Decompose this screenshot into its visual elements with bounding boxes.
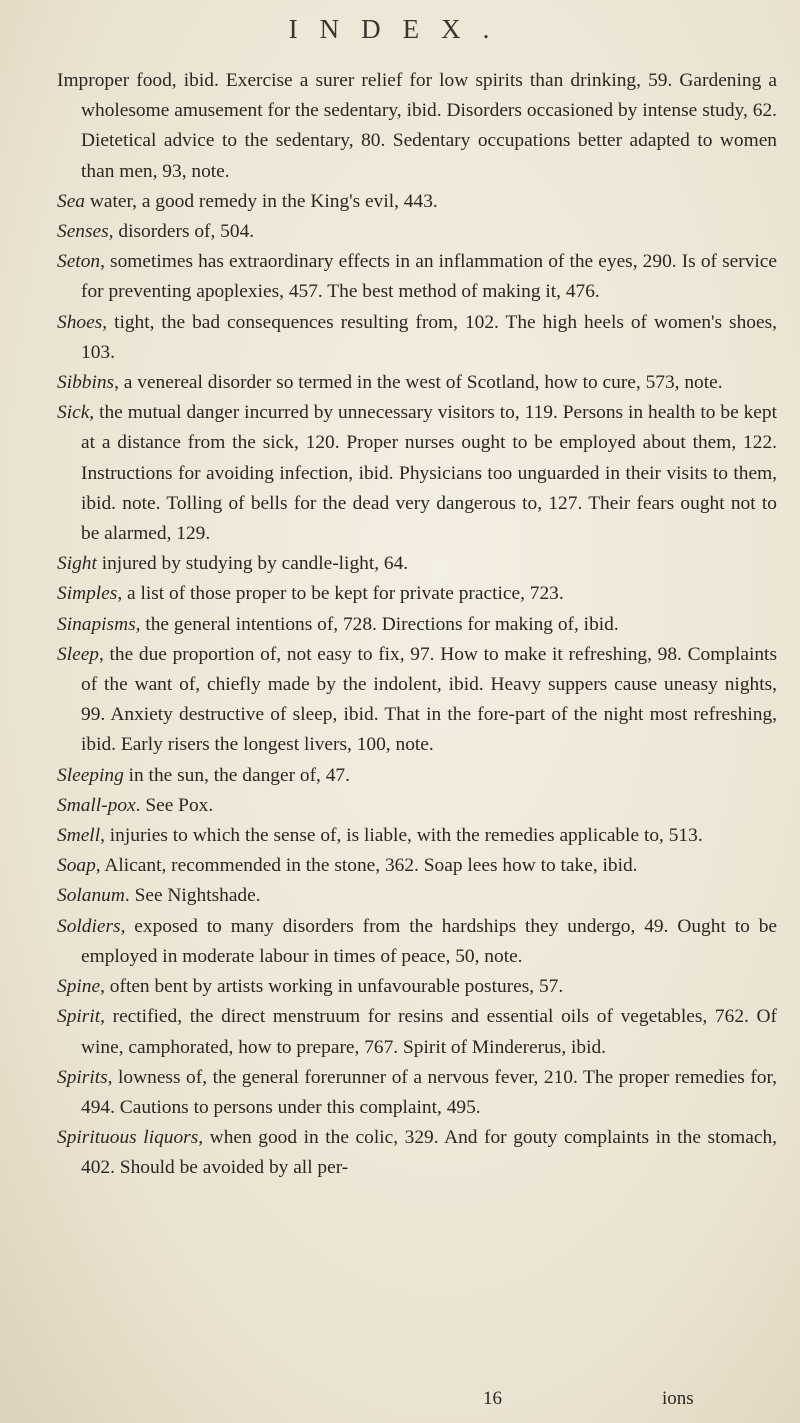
entry-text: , when good in the colic, 329. And for gouty complaints in the stomach, 402. Should be avoided by all per- [81, 1127, 777, 1179]
index-entry [57, 791, 777, 821]
entry-text: water, a good remedy in the King's evil, 443. [85, 190, 438, 212]
entry-text: , a list of those proper to be kept for private practice, 723. [117, 583, 564, 605]
index-entry [57, 912, 777, 972]
index-entry [57, 217, 777, 247]
entry-text: , lowness of, the general forerunner of a nervous fever, 210. The proper remedies for, 494. Cautions to persons under this complaint, 495. [81, 1066, 777, 1118]
entry-heading: Sibbins [57, 372, 115, 394]
entry-heading: Simples [57, 583, 118, 605]
entry-heading: Spine [57, 976, 101, 998]
entry-heading: Sick [57, 402, 90, 424]
entry-text: , exposed to many disorders from the hardships they undergo, 49. Ought to be employed in moderate labour in times of peace, 50, note. [81, 915, 777, 967]
entry-heading: Shoes [57, 311, 103, 333]
index-entry [57, 187, 777, 217]
index-entry [57, 1002, 777, 1062]
entry-heading: Senses [57, 221, 109, 243]
page-header: INDEX. [288, 14, 512, 44]
entry-heading: Soldiers [57, 915, 121, 937]
entry-heading: Sleep [57, 643, 99, 665]
index-entry [57, 247, 777, 307]
index-entry [57, 308, 777, 368]
entry-text: , sometimes has extraordinary effects in an inflammation of the eyes, 290. Is of service for preventing apoplexies, 457. The best method of making it, 476. [81, 251, 777, 303]
entry-text: , a venereal disorder so termed in the west of Scotland, how to cure, 573, note. [114, 372, 723, 394]
entry-text: , the mutual danger incurred by unnecessary visitors to, 119. Persons in health to be kept at a distance from the sick, 120. Proper nurses ought to be employed about them, 122. Instructions for avoiding infection, ibid. Physicians too unguarded in their visits to them, ibid. note. Tolling of bells for the dead very dangerous to, 127. Their fears ought not to be alarmed, 129. [81, 402, 777, 545]
entry-heading: Solanum [57, 885, 125, 907]
entry-heading: Sea [57, 190, 85, 212]
entry-text: , tight, the bad consequences resulting from, 102. The high heels of women's shoes, 103. [81, 311, 777, 363]
entry-text: , the due proportion of, not easy to fix, 97. How to make it refreshing, 98. Complaints of the want of, chiefly made by the indolent, ibid. Heavy suppers cause uneasy nights, 99. Anxiety destructive of sleep, ibid. That in the fore-part of the night most refreshing, ibid. Early risers the longest livers, 100, note. [81, 643, 777, 756]
index-entry [57, 549, 777, 579]
entry-text: , disorders of, 504. [108, 221, 255, 243]
entry-heading: Sight [57, 553, 97, 575]
signature-mark: 16 [483, 1388, 502, 1409]
entry-heading: Small-pox [57, 794, 136, 816]
entry-text: Improper food, ibid. Exercise a surer relief for low spirits than drinking, 59. Gardening a wholesome amusement for the sedentary, ibid. Disorders occasioned by intense study, 62. Dietetical advice to the sedentary, 80. Sedentary occupations better adapted to women than men, 93, note. [57, 70, 777, 182]
entry-heading: Spirituous liquors [57, 1127, 199, 1149]
entry-heading: Spirits [57, 1066, 108, 1088]
index-entry [57, 851, 777, 881]
entry-text: . See Nightshade. [124, 885, 261, 907]
entry-heading: Sleeping [57, 764, 124, 786]
entry-text: injured by studying by candle-light, 64. [96, 553, 409, 575]
entry-text: , often bent by artists working in unfavourable postures, 57. [100, 976, 564, 998]
index-entry [57, 368, 777, 398]
entry-heading: Sinapisms [57, 613, 136, 635]
entry-text: , rectified, the direct menstruum for resins and essential oils of vegetables, 762. Of wine, camphorated, how to prepare, 767. Spirit of Mindererus, ibid. [81, 1006, 777, 1058]
index-entry [57, 761, 777, 791]
entry-text: , injuries to which the sense of, is liable, with the remedies applicable to, 513. [100, 825, 703, 847]
index-entry [57, 398, 777, 549]
index-entry [57, 821, 777, 851]
entry-text: , the general intentions of, 728. Directions for making of, ibid. [135, 613, 619, 635]
index-entries [57, 66, 777, 1184]
index-entry [57, 881, 777, 911]
entry-heading: Spirit [57, 1006, 101, 1028]
entry-heading: Smell [57, 825, 101, 847]
index-entry [57, 640, 777, 761]
index-entry [57, 972, 777, 1002]
entry-text: , Alicant, recommended in the stone, 362. Soap lees how to take, ibid. [95, 855, 638, 877]
index-entry [57, 66, 777, 187]
entry-heading: Seton [57, 251, 101, 273]
index-entry [57, 1063, 777, 1123]
catchword: ions [662, 1388, 694, 1409]
index-entry [57, 579, 777, 609]
entry-text: in the sun, the danger of, 47. [123, 764, 350, 786]
entry-heading: Soap [57, 855, 96, 877]
entry-text: . See Pox. [135, 794, 214, 816]
index-entry [57, 1123, 777, 1183]
index-entry [57, 610, 777, 640]
